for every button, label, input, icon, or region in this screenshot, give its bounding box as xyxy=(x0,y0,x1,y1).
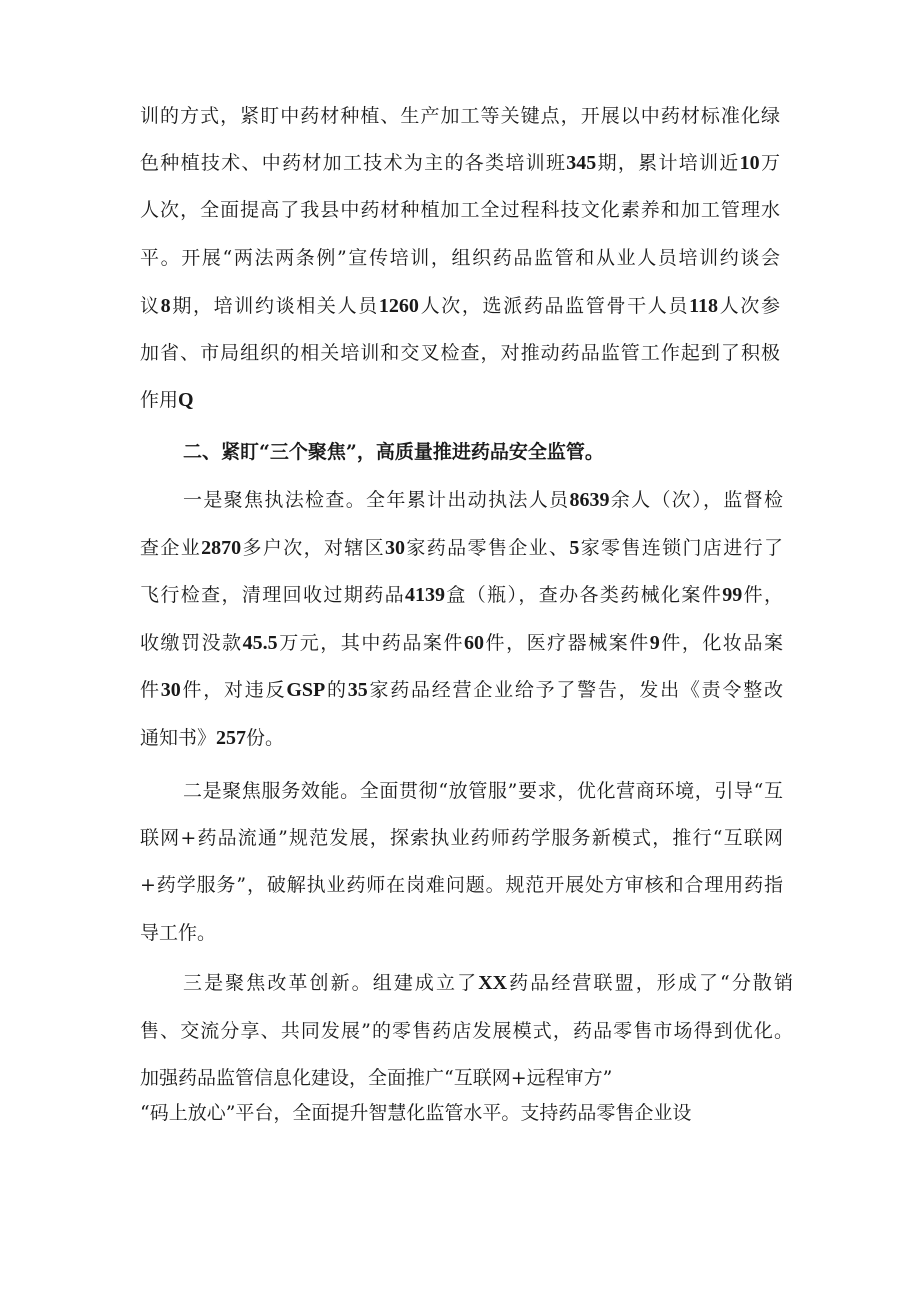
text-run: 人次，全面提高了我县中药材种植加工全过程科技文化素养和加工管理水 xyxy=(140,199,780,221)
bold-number: 60 xyxy=(464,632,484,654)
p1-line xyxy=(140,190,780,230)
p1-line xyxy=(140,286,780,326)
p1-line xyxy=(140,238,780,278)
bold-number: 4139 xyxy=(404,584,445,606)
text-run: 盒（瓶），查办各类药械化案件 xyxy=(444,584,723,606)
text-run: 色种植技术、中药材加工技术为主的各类培训班 xyxy=(140,152,567,174)
text-run: 期，培训约谈相关人员 xyxy=(170,295,379,317)
p3-line xyxy=(140,865,783,905)
p3-line xyxy=(183,771,783,811)
bold-number: 9 xyxy=(649,632,660,654)
text-run: 训的方式，紧盯中药材种植、生产加工等关键点，开展以中药材标准化绿 xyxy=(140,105,780,127)
bold-number: 45.5 xyxy=(242,632,278,654)
text-run: 售、交流分享、共同发展”的零售药店发展模式，药品零售市场得到优化。 xyxy=(140,1020,793,1042)
p3-line xyxy=(140,818,783,858)
p1-line xyxy=(140,333,780,373)
bold-number: 1260 xyxy=(378,295,419,317)
bold-number: 118 xyxy=(689,295,719,317)
text-run: 件 xyxy=(140,679,161,701)
text-run: 件，对违反 xyxy=(180,679,287,701)
p2-line xyxy=(140,670,783,710)
p2-line xyxy=(183,480,783,520)
text-run: 收缴罚没款 xyxy=(140,632,243,654)
bold-number: Q xyxy=(178,389,194,411)
p1-line xyxy=(140,380,780,420)
text-run: 联网+药品流通”规范发展，探索执业药师药学服务新模式，推行“互联网 xyxy=(140,827,783,849)
text-run: 多户次，对辖区 xyxy=(241,537,386,559)
text-run: 万元，其中药品案件 xyxy=(277,632,464,654)
p4-line xyxy=(140,1011,793,1051)
text-run: 件， xyxy=(742,584,783,606)
bold-number: 8 xyxy=(160,295,171,317)
bold-number: 35 xyxy=(347,679,368,701)
p4-line xyxy=(140,1093,780,1133)
text-run: 药品经营联盟，形成了“分散销 xyxy=(507,972,793,994)
text-run: 加省、市局组织的相关培训和交叉检查，对推动药品监管工作起到了积极 xyxy=(140,342,780,364)
text-run: 二、紧盯“三个聚焦”，高质量推进药品安全监管。 xyxy=(183,441,604,463)
text-run: “码上放心”平台，全面提升智慧化监管水平。支持药品零售企业设 xyxy=(140,1102,692,1124)
text-run: 万 xyxy=(759,152,780,174)
text-run: 一是聚焦执法检查。全年累计出动执法人员 xyxy=(183,489,570,511)
heading-2-line xyxy=(183,432,683,472)
text-run: +药学服务”，破解执业药师在岗难问题。规范开展处方审核和合理用药指 xyxy=(140,874,783,896)
bold-number: 30 xyxy=(385,537,406,559)
text-run: 通知书》 xyxy=(140,727,217,749)
bold-number: 30 xyxy=(160,679,181,701)
text-run: 份。 xyxy=(246,727,285,749)
p1-line xyxy=(140,143,780,183)
p2-line xyxy=(140,623,783,663)
text-run: 议 xyxy=(140,295,161,317)
p2-line xyxy=(140,575,783,615)
p2-line xyxy=(140,528,783,568)
text-run: 的 xyxy=(325,679,348,701)
text-run: 作用 xyxy=(140,389,179,411)
p4-line xyxy=(140,1058,780,1098)
text-run: 飞行检查，清理回收过期药品 xyxy=(140,584,405,606)
text-run: 家零售连锁门店进行了 xyxy=(579,537,783,559)
text-run: 期，累计培训近 xyxy=(596,152,740,174)
text-run: 二是聚焦服务效能。全面贯彻“放管服”要求，优化营商环境，引导“互 xyxy=(183,780,783,802)
text-run: 导工作。 xyxy=(140,922,217,944)
p3-line xyxy=(140,913,783,953)
bold-number: GSP xyxy=(286,679,326,701)
text-run: 余人（次），监督检 xyxy=(609,489,783,511)
text-run: 人次，选派药品监管骨干人员 xyxy=(418,295,690,317)
bold-number: 8639 xyxy=(569,489,610,511)
bold-number: 2870 xyxy=(201,537,242,559)
text-run: 人次参 xyxy=(718,295,780,317)
text-run: 平。开展“两法两条例”宣传培训，组织药品监管和从业人员培训约谈会 xyxy=(140,247,780,269)
bold-number: XX xyxy=(478,972,508,994)
bold-number: 257 xyxy=(216,727,247,749)
bold-number: 99 xyxy=(722,584,743,606)
p1-line xyxy=(140,96,780,136)
p4-line xyxy=(183,963,793,1003)
text-run: 家药品经营企业给予了警告，发出《责令整改 xyxy=(367,679,783,701)
bold-number: 10 xyxy=(739,152,760,174)
text-run: 家药品零售企业、 xyxy=(405,537,570,559)
text-run: 三是聚焦改革创新。组建成立了 xyxy=(183,972,479,994)
text-run: 件，化妆品案 xyxy=(659,632,783,654)
text-run: 加强药品监管信息化建设，全面推广“互联网+远程审方” xyxy=(140,1067,613,1089)
bold-number: 345 xyxy=(566,152,597,174)
p2-line xyxy=(140,718,783,758)
text-run: 查企业 xyxy=(140,537,202,559)
bold-number: 5 xyxy=(569,537,580,559)
text-run: 件，医疗器械案件 xyxy=(484,632,650,654)
